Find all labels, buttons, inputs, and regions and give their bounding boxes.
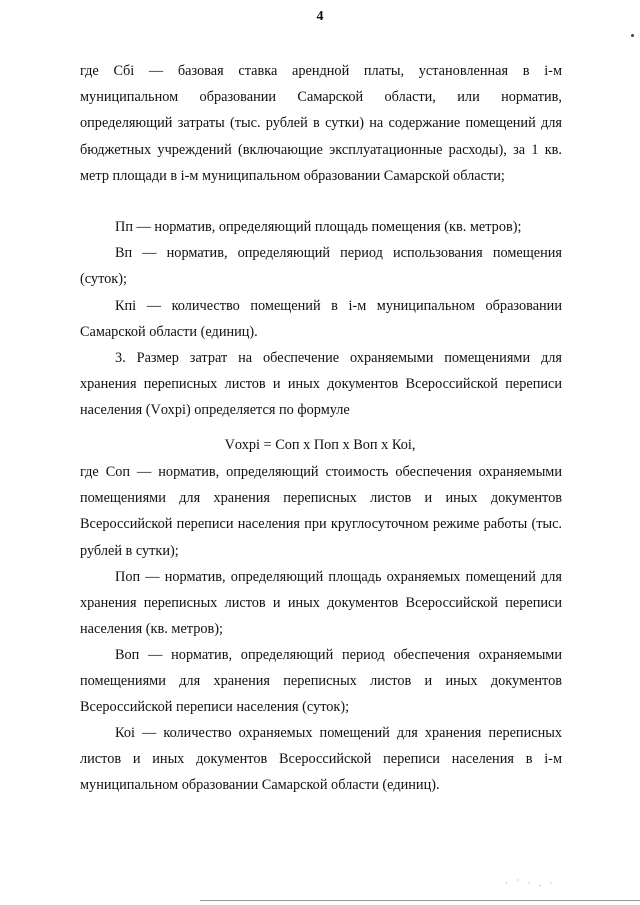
- paragraph-definition-vp: Вп — норматив, определяющий период использования помещения (суток);: [80, 245, 562, 288]
- paragraph-definition-cbi: где Cбi — базовая ставка арендной платы, установленная в i-м муниципальном образовании Самарской области, или норматив, определяющий затраты (тыс. рублей в сутки) на содержание помещений для бюджетных учреждений (включающие эксплуатационные расходы), за 1 кв. метр площади в i-м муниципальном образовании Самарской области;: [80, 63, 562, 184]
- scan-artifact-dots: · ˙ · . ·: [505, 878, 556, 888]
- page-number: 4: [316, 9, 324, 24]
- formula-vokhri: Vохрi = Соп х Поп х Воп х Коi,: [224, 437, 416, 453]
- paragraph-definition-koi: Коi — количество охраняемых помещений для хранения переписных листов и иных документов Всероссийской переписи населения в i-м муниципальном образовании Самарской области (единиц).: [80, 725, 562, 794]
- paragraph-section-3: 3. Размер затрат на обеспечение охраняемыми помещениями для хранения переписных листов и иных документов Всероссийской переписи населения (Vохрi) определяется по формуле: [80, 350, 562, 419]
- scan-speck: [631, 34, 634, 37]
- paragraph-definition-vop: Воп — норматив, определяющий период обеспечения охраняемыми помещениями для хранения переписных листов и иных документов Всероссийской переписи населения (суток);: [80, 647, 562, 716]
- paragraph-definition-sop: где Соп — норматив, определяющий стоимость обеспечения охраняемыми помещениями для хранения переписных листов и иных документов Всероссийской переписи населения при круглосуточном режиме работы (тыс. рублей в сутки);: [80, 464, 562, 559]
- bottom-edge-line: [200, 900, 640, 901]
- paragraph-definition-kpi: Кпi — количество помещений в i-м муниципальном образовании Самарской области (единиц).: [80, 298, 562, 341]
- paragraph-definition-pop: Поп — норматив, определяющий площадь охраняемых помещений для хранения переписных листов и иных документов Всероссийской переписи населения (кв. метров);: [80, 569, 562, 638]
- paragraph-definition-pp: Пп — норматив, определяющий площадь помещения (кв. метров);: [115, 219, 522, 235]
